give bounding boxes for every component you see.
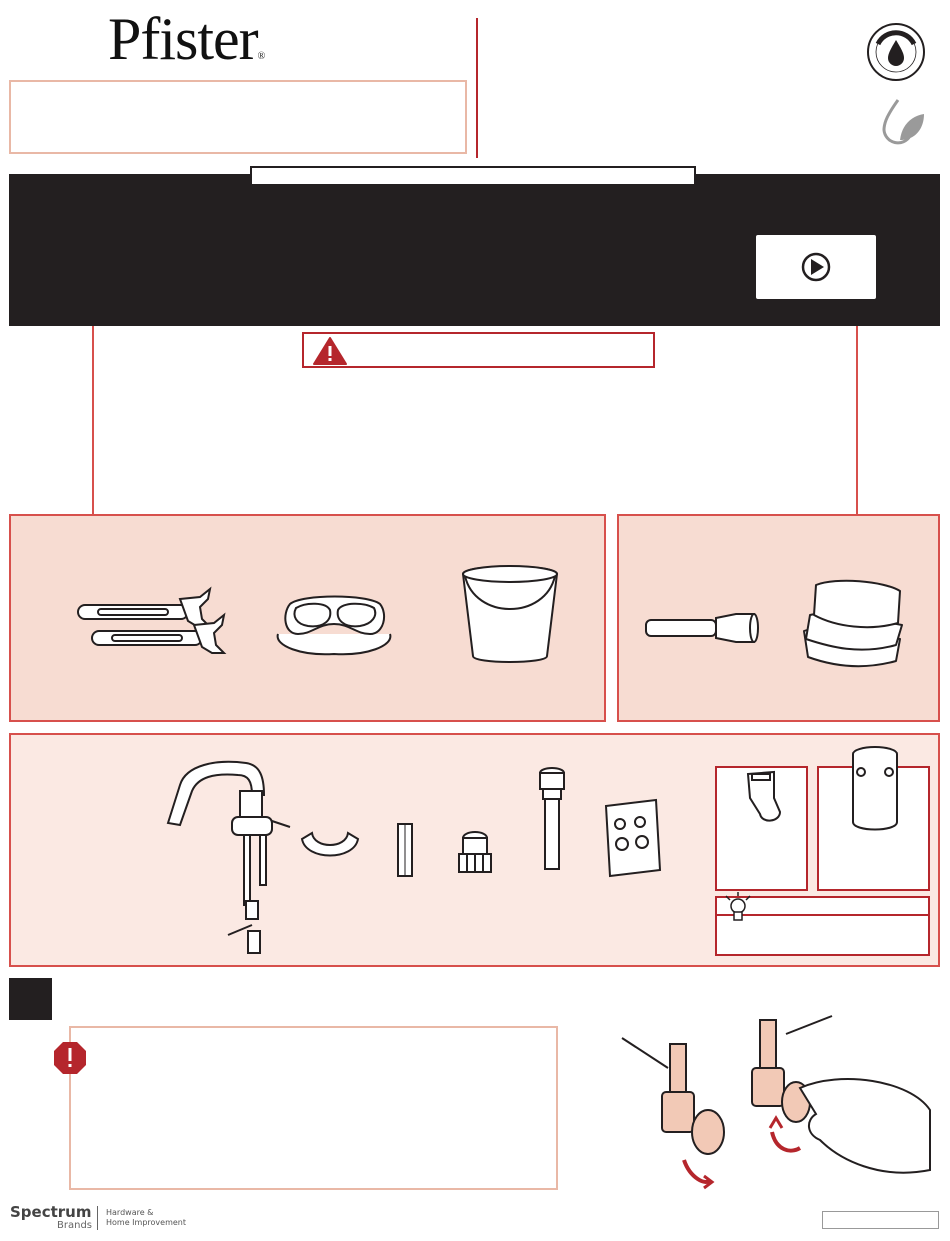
drain-assembly-icon (535, 765, 570, 875)
adjustable-wrench-icon (70, 585, 235, 665)
mounting-nut-icon (455, 828, 495, 878)
cartridge-icon (845, 744, 905, 834)
header-info-box (9, 80, 467, 154)
division-line-2: Home Improvement (106, 1218, 186, 1227)
warning-triangle-icon (310, 335, 350, 367)
mounting-rod-icon (394, 820, 416, 880)
eco-leaf-drop-icon (880, 98, 926, 146)
header-divider (476, 18, 478, 158)
division-name (106, 1208, 186, 1228)
flashlight-icon (642, 610, 762, 646)
warning-box (302, 332, 655, 368)
play-icon (756, 235, 876, 299)
company-name: Spectrum (10, 1203, 92, 1221)
connector-right (856, 326, 858, 514)
bucket-icon (455, 560, 565, 665)
step-number-badge (9, 978, 52, 1020)
connector-left (92, 326, 94, 514)
caution-box (69, 1026, 558, 1190)
faucet-icon (160, 755, 295, 965)
escutcheon-plate-icon (298, 825, 363, 865)
division-line-1: Hardware & (106, 1208, 154, 1217)
safety-goggles-icon (272, 590, 397, 660)
company-sub: Brands (57, 1220, 92, 1231)
caution-octagon-icon (52, 1040, 88, 1076)
pfister-logo: Pfister® (108, 6, 265, 72)
key-tool-icon (740, 768, 785, 828)
part-number-box (822, 1211, 939, 1229)
rags-icon (800, 575, 905, 675)
footer-divider (97, 1206, 98, 1230)
hardware-bag-icon (600, 798, 665, 878)
title-bar (250, 166, 696, 186)
water-sense-badge (866, 22, 926, 82)
shutoff-valves-illustration (610, 1010, 940, 1200)
video-button[interactable] (756, 235, 876, 299)
spectrum-brands-logo (10, 1204, 92, 1231)
lightbulb-icon (722, 892, 754, 926)
